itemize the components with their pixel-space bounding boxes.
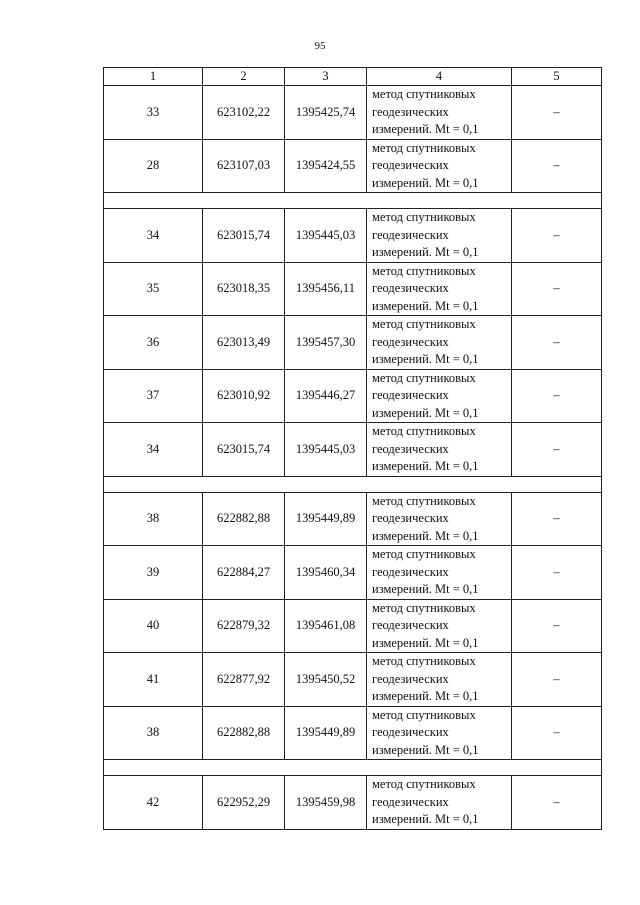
- method-line: измерений. Mt = 0,1: [372, 405, 479, 420]
- dash-cell: –: [512, 546, 602, 600]
- method-line: геодезических: [372, 227, 449, 242]
- dash-cell: –: [512, 706, 602, 760]
- method-cell: [367, 706, 512, 760]
- point-number-cell: 34: [104, 423, 203, 477]
- method-line: метод спутниковых: [372, 317, 476, 331]
- method-line: метод спутниковых: [372, 263, 476, 278]
- method-line: измерений. Mt = 0,1: [372, 635, 479, 650]
- separator-row: [104, 476, 602, 492]
- y-coordinate-cell: 1395449,89: [285, 706, 367, 760]
- x-coordinate-cell: 623018,35: [203, 262, 285, 316]
- y-coordinate-cell: 1395460,34: [285, 546, 367, 600]
- y-coordinate-cell: 1395456,11: [285, 262, 367, 316]
- method-line: метод спутниковых: [372, 777, 476, 791]
- point-number-cell: 38: [104, 492, 203, 546]
- dash-cell: –: [512, 209, 602, 263]
- header-cell: 5: [512, 68, 602, 86]
- point-number-cell: 41: [104, 653, 203, 707]
- dash-cell: –: [512, 316, 602, 370]
- x-coordinate-cell: 623102,22: [203, 86, 285, 140]
- method-line: геодезических: [372, 725, 449, 739]
- dash-cell: –: [512, 776, 602, 830]
- x-coordinate-cell: 623015,74: [203, 209, 285, 263]
- dash-cell: –: [512, 262, 602, 316]
- dash-cell: –: [512, 369, 602, 423]
- x-coordinate-cell: 622877,92: [203, 653, 285, 707]
- table-row: [104, 423, 602, 477]
- separator-row: [104, 193, 602, 209]
- dash-cell: –: [512, 423, 602, 477]
- method-cell: [367, 262, 512, 316]
- y-coordinate-cell: 1395445,03: [285, 209, 367, 263]
- dash-cell: –: [512, 599, 602, 653]
- method-cell: [367, 653, 512, 707]
- method-line: метод спутниковых: [372, 140, 476, 155]
- method-line: геодезических: [372, 618, 449, 632]
- y-coordinate-cell: 1395445,03: [285, 423, 367, 477]
- method-line: геодезических: [372, 441, 449, 456]
- y-coordinate-cell: 1395449,89: [285, 492, 367, 546]
- point-number-cell: 28: [104, 139, 203, 193]
- y-coordinate-cell: 1395457,30: [285, 316, 367, 370]
- dash-cell: –: [512, 139, 602, 193]
- point-number-cell: 37: [104, 369, 203, 423]
- header-cell: 4: [367, 68, 512, 86]
- y-coordinate-cell: 1395446,27: [285, 369, 367, 423]
- method-line: геодезических: [372, 158, 449, 172]
- method-line: геодезических: [372, 104, 449, 119]
- y-coordinate-cell: 1395450,52: [285, 653, 367, 707]
- method-line: метод спутниковых: [372, 87, 476, 101]
- table-row: [104, 599, 602, 653]
- y-coordinate-cell: 1395461,08: [285, 599, 367, 653]
- table-row: [104, 86, 602, 140]
- method-cell: [367, 776, 512, 830]
- method-line: геодезических: [372, 671, 449, 686]
- header-cell: 1: [104, 68, 203, 86]
- method-cell: [367, 316, 512, 370]
- method-cell: [367, 492, 512, 546]
- method-cell: [367, 369, 512, 423]
- table-row: [104, 492, 602, 546]
- point-number-cell: 39: [104, 546, 203, 600]
- y-coordinate-cell: 1395424,55: [285, 139, 367, 193]
- x-coordinate-cell: 623010,92: [203, 369, 285, 423]
- method-cell: [367, 546, 512, 600]
- table-header-row: [104, 68, 602, 86]
- method-line: измерений. Mt = 0,1: [372, 812, 479, 826]
- point-number-cell: 35: [104, 262, 203, 316]
- separator-row: [104, 760, 602, 776]
- method-line: измерений. Mt = 0,1: [372, 245, 479, 259]
- method-line: геодезических: [372, 281, 449, 295]
- method-line: геодезических: [372, 334, 449, 349]
- method-line: геодезических: [372, 388, 449, 402]
- method-cell: [367, 423, 512, 477]
- method-line: измерений. Mt = 0,1: [372, 175, 479, 190]
- method-cell: [367, 139, 512, 193]
- point-number-cell: 34: [104, 209, 203, 263]
- point-number-cell: 33: [104, 86, 203, 140]
- table-row: [104, 139, 602, 193]
- table-row: [104, 316, 602, 370]
- coordinates-table: [103, 67, 602, 830]
- method-cell: [367, 209, 512, 263]
- dash-cell: –: [512, 653, 602, 707]
- y-coordinate-cell: 1395425,74: [285, 86, 367, 140]
- separator-cell: [104, 476, 602, 492]
- x-coordinate-cell: 623015,74: [203, 423, 285, 477]
- method-line: метод спутниковых: [372, 654, 476, 668]
- x-coordinate-cell: 623107,03: [203, 139, 285, 193]
- method-line: измерений. Mt = 0,1: [372, 459, 479, 473]
- method-line: измерений. Mt = 0,1: [372, 582, 479, 596]
- x-coordinate-cell: 622884,27: [203, 546, 285, 600]
- table-row: [104, 706, 602, 760]
- point-number-cell: 40: [104, 599, 203, 653]
- y-coordinate-cell: 1395459,98: [285, 776, 367, 830]
- method-line: метод спутниковых: [372, 370, 476, 385]
- separator-cell: [104, 760, 602, 776]
- method-cell: [367, 86, 512, 140]
- method-line: измерений. Mt = 0,1: [372, 352, 479, 366]
- method-line: измерений. Mt = 0,1: [372, 122, 479, 136]
- x-coordinate-cell: 622952,29: [203, 776, 285, 830]
- method-cell: [367, 599, 512, 653]
- method-line: измерений. Mt = 0,1: [372, 689, 479, 703]
- table-row: [104, 776, 602, 830]
- header-cell: 3: [285, 68, 367, 86]
- point-number-cell: 36: [104, 316, 203, 370]
- method-line: метод спутниковых: [372, 547, 476, 561]
- method-line: метод спутниковых: [372, 493, 476, 508]
- x-coordinate-cell: 622879,32: [203, 599, 285, 653]
- x-coordinate-cell: 623013,49: [203, 316, 285, 370]
- table-row: [104, 546, 602, 600]
- method-line: измерений. Mt = 0,1: [372, 742, 479, 757]
- x-coordinate-cell: 622882,88: [203, 706, 285, 760]
- separator-cell: [104, 193, 602, 209]
- table-row: [104, 369, 602, 423]
- method-line: метод спутниковых: [372, 424, 476, 438]
- method-line: метод спутниковых: [372, 707, 476, 722]
- dash-cell: –: [512, 492, 602, 546]
- method-line: измерений. Mt = 0,1: [372, 298, 479, 313]
- table-row: [104, 262, 602, 316]
- page-number: 95: [314, 40, 326, 52]
- x-coordinate-cell: 622882,88: [203, 492, 285, 546]
- table-row: [104, 209, 602, 263]
- method-line: геодезических: [372, 511, 449, 525]
- method-line: метод спутниковых: [372, 600, 476, 615]
- method-line: метод спутниковых: [372, 210, 476, 224]
- method-line: геодезических: [372, 794, 449, 809]
- header-cell: 2: [203, 68, 285, 86]
- method-line: геодезических: [372, 564, 449, 579]
- point-number-cell: 42: [104, 776, 203, 830]
- dash-cell: –: [512, 86, 602, 140]
- point-number-cell: 38: [104, 706, 203, 760]
- table-row: [104, 653, 602, 707]
- method-line: измерений. Mt = 0,1: [372, 528, 479, 543]
